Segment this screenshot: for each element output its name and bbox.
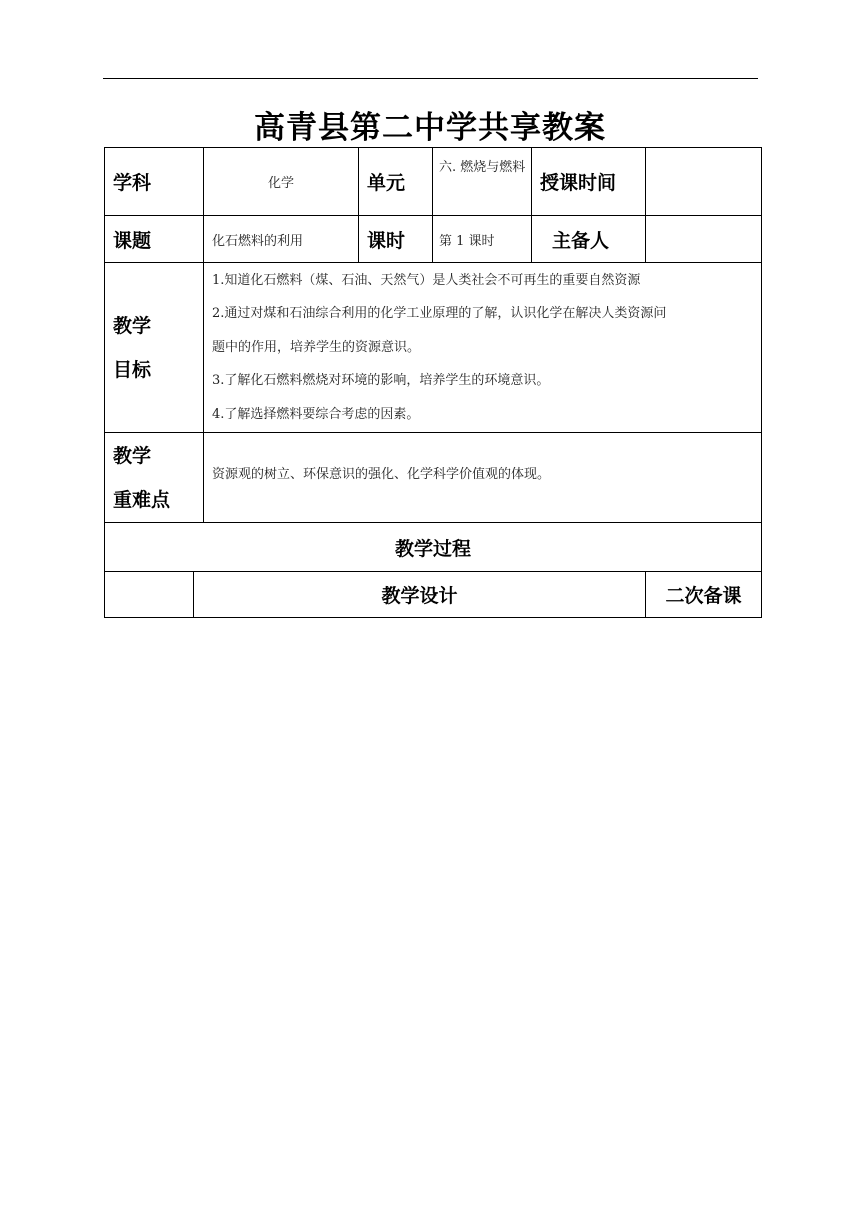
topic-value: 化石燃料的利用: [204, 216, 359, 263]
key-points-row: [105, 433, 762, 523]
objectives-label-line2: 目标: [113, 358, 152, 381]
design-label: 教学设计: [194, 572, 646, 618]
header-rule: [103, 78, 758, 79]
time-label: 授课时间: [532, 148, 646, 216]
info-table: [104, 147, 762, 263]
key-points-label: [105, 433, 204, 523]
objectives-table: [104, 262, 762, 523]
process-title: 教学过程: [105, 523, 762, 572]
objectives-row: [105, 263, 762, 433]
info-row-subject: [105, 148, 762, 216]
period-value: 第 1 课时: [433, 216, 532, 263]
unit-label: 单元: [359, 148, 433, 216]
objective-item: 1.知道化石燃料（煤、石油、天然气）是人类社会不可再生的重要自然资源: [212, 272, 641, 288]
key-points-text: 资源观的树立、环保意识的强化、化学科学价值观的体现。: [204, 433, 762, 523]
preparer-label: 主备人: [532, 216, 646, 263]
objectives-label-line1: 教学: [113, 314, 152, 337]
objective-item: 4.了解选择燃料要综合考虑的因素。: [212, 406, 420, 422]
key-points-label-line1: 教学: [113, 444, 152, 467]
subject-label: 学科: [105, 148, 204, 216]
process-table: [104, 522, 762, 618]
review-label: 二次备课: [646, 572, 762, 618]
subject-value: 化学: [204, 148, 359, 216]
objective-item: 3.了解化石燃料燃烧对环境的影响，培养学生的环境意识。: [212, 373, 550, 389]
objective-item: 题中的作用，培养学生的资源意识。: [212, 339, 421, 355]
objectives-label: [105, 263, 204, 433]
process-title-row: [105, 523, 762, 572]
process-header-row: [105, 572, 762, 618]
key-points-label-line2: 重难点: [113, 488, 171, 511]
document-title: 高青县第二中学共享教案: [254, 110, 606, 146]
period-label: 课时: [359, 216, 433, 263]
info-row-topic: [105, 216, 762, 263]
unit-value: 六. 燃烧与燃料: [433, 148, 532, 216]
objective-item: 2.通过对煤和石油综合利用的化学工业原理的了解，认识化学在解决人类资源问: [212, 306, 667, 322]
objectives-list: [204, 263, 762, 433]
topic-label: 课题: [105, 216, 204, 263]
process-blank-cell: [105, 572, 194, 618]
preparer-value: [646, 216, 762, 263]
time-value: [646, 148, 762, 216]
